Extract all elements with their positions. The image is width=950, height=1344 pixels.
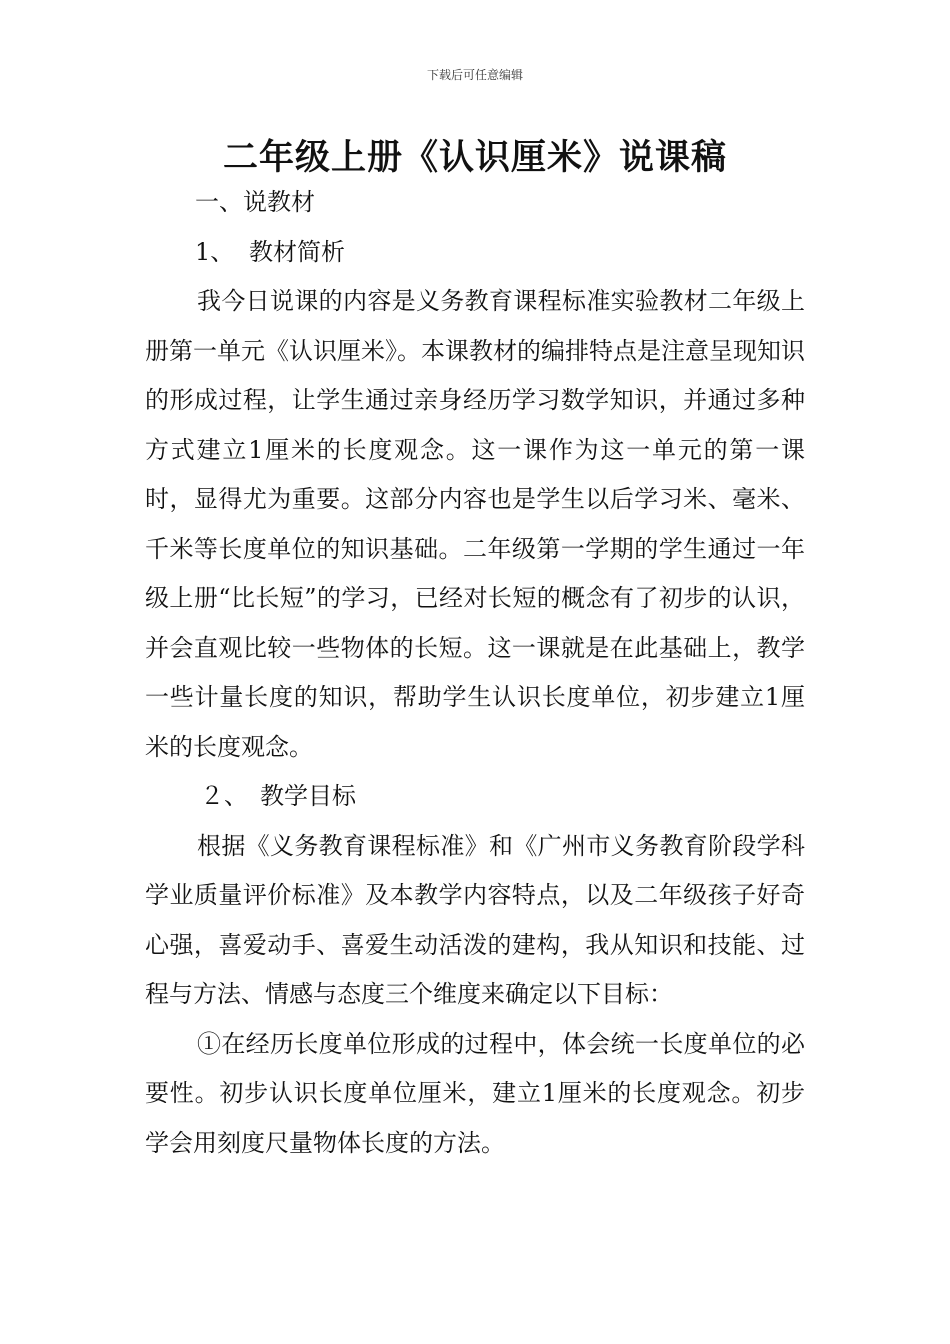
subsection-number: 1、 <box>195 237 235 266</box>
page-header-note: 下载后可任意编辑 <box>426 68 523 82</box>
paragraph-material-analysis: 我今日说课的内容是义务教育课程标准实验教材二年级上册第一单元《认识厘米》。本课教材的编排特点是注意呈现知识的形成过程，让学生通过亲身经历学习数学知识，并通过多种方式建立1厘米的长度观念。这一课作为这一单元的第一课时，显得尤为重要。这部分内容也是学生以后学习米、毫米、千米等长度单位的知识基础。二年级第一学期的学生通过一年级上册“比长短”的学习，已经对长短的概念有了初步的认识，并会直观比较一些物体的长短。这一课就是在此基础上，教学一些计量长度的知识，帮助学生认识长度单位，初步建立1厘米的长度观念。 <box>145 287 805 761</box>
subsection-number: ２、 <box>200 782 248 810</box>
section-heading-teaching-material: 一、说教材 <box>195 188 315 216</box>
subsection-heading-teaching-goals <box>145 772 805 822</box>
paragraph-teaching-goals: 根据《义务教育课程标准》和《广州市义务教育阶段学科学业质量评价标准》及本教学内容特点，以及二年级孩子好奇心强，喜爱动手、喜爱生动活泼的建构，我从知识和技能、过程与方法、情感与态度三个维度来确定以下目标： <box>145 831 805 1008</box>
subsection-heading-material-analysis <box>145 228 805 278</box>
document-body <box>145 178 805 1168</box>
paragraph-goal-one: ①在经历长度单位形成的过程中，体会统一长度单位的必要性。初步认识长度单位厘米，建立1厘米的长度观念。初步学会用刻度尺量物体长度的方法。 <box>145 1029 805 1157</box>
document-title: 二年级上册《认识厘米》说课稿 <box>222 138 727 178</box>
subsection-title: 教材简析 <box>249 237 345 266</box>
subsection-title: 教学目标 <box>260 782 356 810</box>
